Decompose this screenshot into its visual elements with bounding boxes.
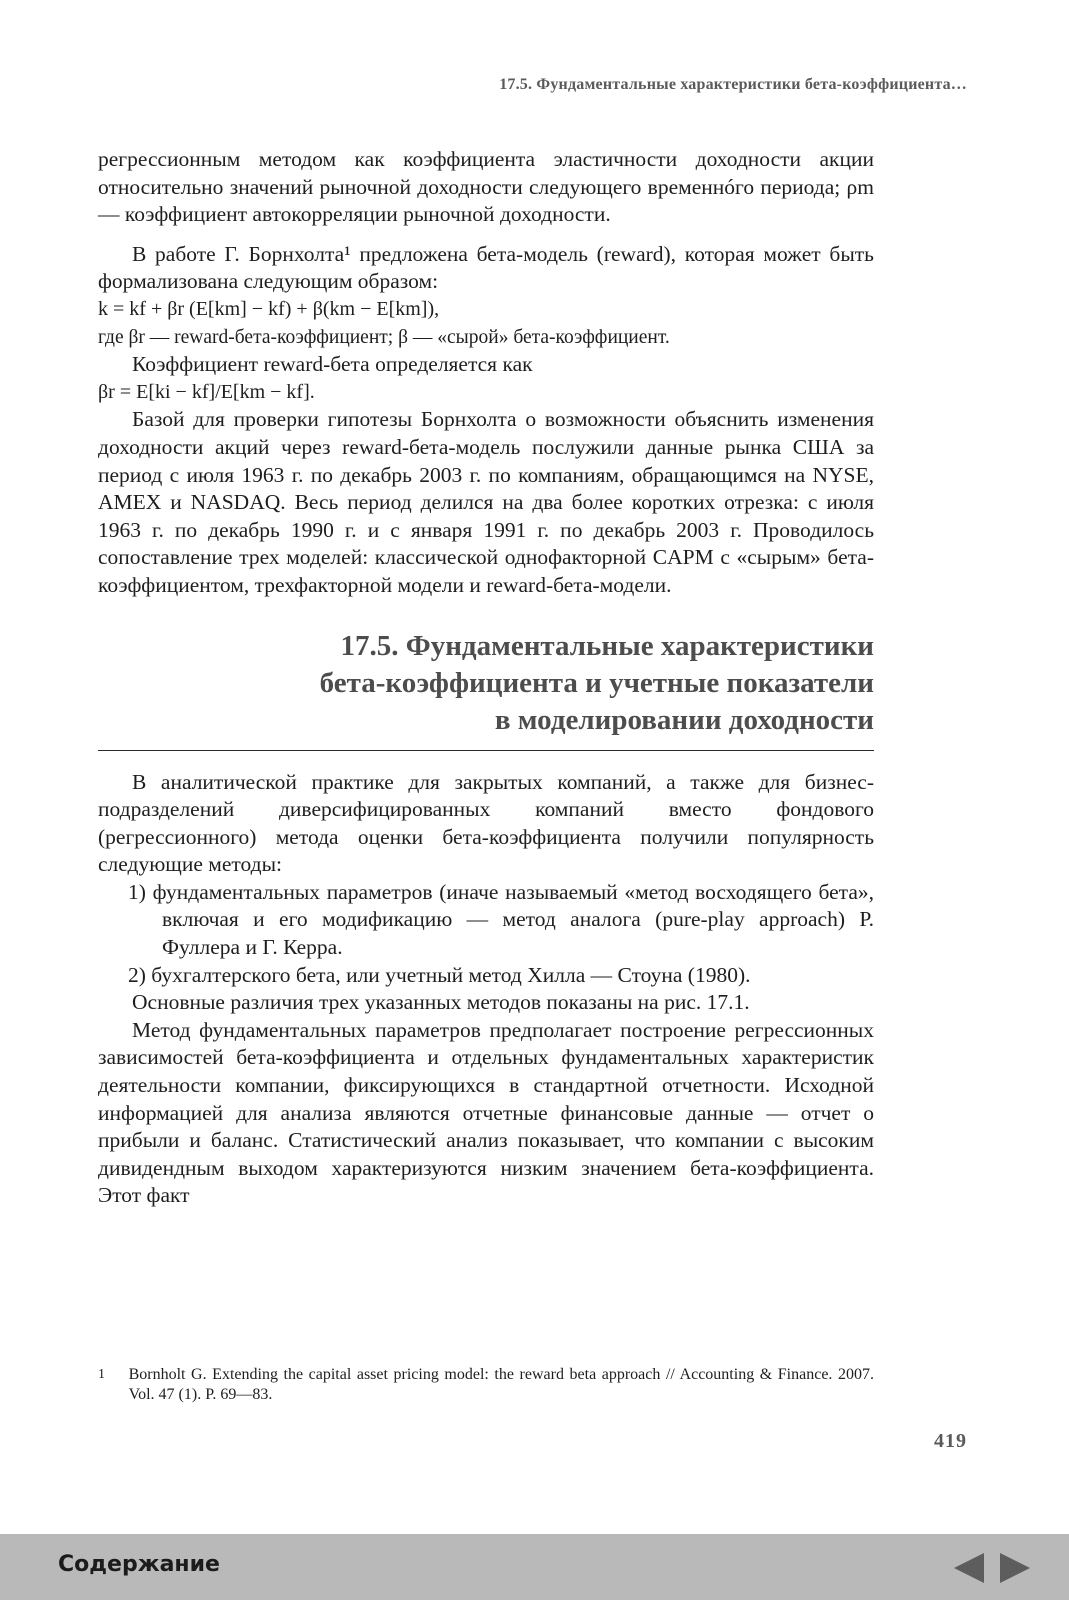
paragraph-intro: регрессионным методом как коэффициента эластичности доходности акции относительно значений рыночной доходности следующего временнóго периода; ρm — коэффициент автокорреляции рыночной доходности. bbox=[98, 147, 874, 227]
formula-explanation: где βr — reward-бета-коэффициент; β — «сырой» бета-коэффициент. bbox=[98, 326, 670, 348]
section-heading-line: бета-коэффициента и учетные показатели bbox=[319, 666, 874, 699]
next-page-icon[interactable] bbox=[1000, 1553, 1030, 1583]
formula-reward-beta: βr = E[ki − kf]/E[km − kf]. bbox=[98, 380, 315, 403]
footnote-mark: 1 bbox=[98, 1367, 105, 1382]
footnote-text: Bornholt G. Extending the capital asset pricing model: the reward beta approach // Accounting & Finance. 2007. Vol. 47 (1). P. 69—83. bbox=[128, 1366, 874, 1403]
section-heading-line: 17.5. Фундаментальные характеристики bbox=[340, 629, 874, 662]
paragraph-reward-coefficient: Коэффициент reward-бета определяется как bbox=[132, 352, 533, 377]
paragraph-fundamental-method: Метод фундаментальных параметров предполагает построение регрессионных зависимостей бета-коэффициента и отдельных фундаментальных характеристик деятельности компании, фиксирующихся в стандартной отчетности. Исходной информацией для анализа являются отчетные финансовые данные — отчет о прибыли и баланс. Статистический анализ показывает, что компании с высоким дивидендным выходом характеризуются низким значением бета-коэффициента. Этот факт bbox=[98, 1017, 874, 1208]
paragraph-analytic-practice: В аналитической практике для закрытых компаний, а также для бизнес-подразделений диверсифицированных компаний вместо фондового (регрессионного) метода оценки бета-коэффициента получили популярность следующие методы: bbox=[98, 769, 874, 877]
section-heading bbox=[98, 628, 874, 739]
contents-link[interactable]: Содержание bbox=[58, 1552, 220, 1577]
list-item-accounting-beta: 2) бухгалтерского бета, или учетный метод Хилла — Стоуна (1980). bbox=[128, 962, 751, 987]
section-divider bbox=[98, 750, 874, 751]
footnote bbox=[98, 1365, 874, 1405]
paragraph-hypothesis-basis: Базой для проверки гипотезы Борнхолта о возможности объяснить изменения доходности акций через reward-бета-модель послужили данные рынка США за период с июля 1963 г. по декабрь 2003 г. по компаниям, обращающимся на NYSE, AMEX и NASDAQ. Весь период делился на два более коротких отрезка: с июля 1963 г. по декабрь 1990 г. и с января 1991 г. по декабрь 2003 г. Проводилось сопоставление трех моделей: классической однофакторной CAPM с «сырым» бета-коэффициентом, трехфакторной модели и reward-бета-модели. bbox=[98, 407, 874, 597]
previous-page-icon[interactable] bbox=[954, 1553, 984, 1583]
section-heading-line: в моделировании доходности bbox=[494, 703, 874, 736]
bottom-toolbar bbox=[0, 1534, 1069, 1600]
page-body bbox=[98, 146, 874, 1210]
paragraph-differences: Основные различия трех указанных методов показаны на рис. 17.1. bbox=[132, 990, 750, 1015]
page-number: 419 bbox=[934, 1430, 967, 1452]
list-item-fundamental: 1) фундаментальных параметров (иначе называемый «метод восходящего бета», включая и его модификацию — метод аналога (pure-play approach) Р. Фуллера и Г. Керра. bbox=[128, 879, 874, 960]
running-head: 17.5. Фундаментальные характеристики бета-коэффициента… bbox=[499, 76, 967, 93]
formula-reward-model: k = kf + βr (E[km] − kf) + β(km − E[km]), bbox=[98, 297, 440, 320]
paragraph-bornholt: В работе Г. Борнхолта¹ предложена бета-модель (reward), которая может быть формализована следующим образом: bbox=[98, 241, 874, 294]
